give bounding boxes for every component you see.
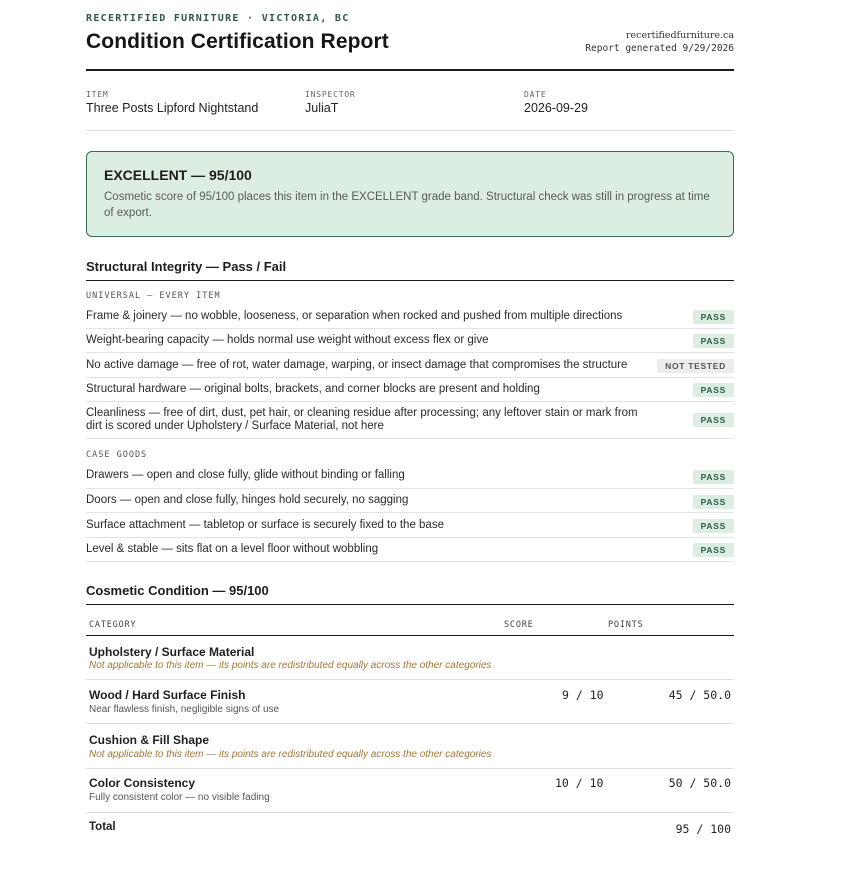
structural-section-title: Structural Integrity — Pass / Fail <box>86 259 287 274</box>
row-divider <box>86 812 734 813</box>
page-title: Condition Certification Report <box>86 30 389 53</box>
cosmetic-section-title: Cosmetic Condition — 95/100 <box>86 583 269 598</box>
date-label: DATE <box>524 90 547 99</box>
grade-description: Cosmetic score of 95/100 places this item in the EXCELLENT grade band. Structural check was still in progress at time of export. <box>104 191 710 219</box>
pass-badge: PASS <box>693 413 734 427</box>
total-value: 95 / 100 <box>675 822 731 836</box>
pass-badge: PASS <box>693 543 734 557</box>
structural-divider <box>86 280 734 281</box>
pass-badge: PASS <box>693 334 734 348</box>
category-note: Not applicable to this item — its points are redistributed equally across the other categories <box>89 660 492 671</box>
check-text: Frame & joinery — no wobble, looseness, or separation when rocked and pushed from multiple directions <box>86 310 623 322</box>
cosmetic-divider <box>86 604 734 605</box>
check-row <box>86 305 734 329</box>
pass-badge: PASS <box>693 495 734 509</box>
universal-group-label: UNIVERSAL — EVERY ITEM <box>86 291 221 301</box>
row-divider <box>86 679 734 680</box>
pass-badge: PASS <box>693 519 734 533</box>
category-name: Cushion & Fill Shape <box>89 733 210 747</box>
row-divider <box>86 723 734 724</box>
check-row <box>86 538 734 562</box>
check-text: Surface attachment — tabletop or surface is securely fixed to the base <box>86 519 444 531</box>
column-header-category: CATEGORY <box>89 620 137 630</box>
check-text: Doors — open and close fully, hinges hold securely, no sagging <box>86 494 409 506</box>
column-header-points: POINTS <box>608 620 644 630</box>
website-url: recertifiedfurniture.ca <box>626 30 734 41</box>
check-row <box>86 464 734 489</box>
inspector-label: INSPECTOR <box>305 90 356 99</box>
meta-divider <box>86 130 734 131</box>
category-name: Upholstery / Surface Material <box>89 645 255 659</box>
pass-badge: PASS <box>693 470 734 484</box>
check-text: Drawers — open and close fully, glide without binding or falling <box>86 469 405 481</box>
column-header-score: SCORE <box>504 620 534 630</box>
category-note: Fully consistent color — no visible fading <box>89 792 270 803</box>
check-row <box>86 353 734 378</box>
category-name: Color Consistency <box>89 776 196 790</box>
date-value: 2026-09-29 <box>524 101 588 115</box>
check-text: Level & stable — sits flat on a level floor without wobbling <box>86 543 379 555</box>
item-value: Three Posts Lipford Nightstand <box>86 101 259 115</box>
table-header-divider <box>86 635 734 636</box>
category-score: 10 / 10 <box>555 776 604 790</box>
check-text: Structural hardware — original bolts, brackets, and corner blocks are present and holding <box>86 383 540 395</box>
pass-badge: PASS <box>693 383 734 397</box>
grade-summary-box <box>86 151 734 237</box>
inspector-value: JuliaT <box>305 101 339 115</box>
category-name: Wood / Hard Surface Finish <box>89 688 246 702</box>
header-divider <box>86 69 734 71</box>
check-row <box>86 489 734 513</box>
check-row <box>86 513 734 538</box>
category-score: 9 / 10 <box>562 688 604 702</box>
pass-badge: PASS <box>693 310 734 324</box>
case-goods-group-label: CASE GOODS <box>86 450 148 460</box>
category-points: 50 / 50.0 <box>668 776 731 790</box>
check-row <box>86 402 734 439</box>
check-row <box>86 329 734 353</box>
not-tested-badge: NOT TESTED <box>657 359 734 373</box>
check-text: Weight-bearing capacity — holds normal use weight without excess flex or give <box>86 334 489 346</box>
report-generated-date: Report generated 9/29/2026 <box>585 43 734 54</box>
row-divider <box>86 768 734 769</box>
category-points: 45 / 50.0 <box>668 688 731 702</box>
check-text: Cleanliness — free of dirt, dust, pet hair, or cleaning residue after processing; any leftover stain or mark from dirt is scored under Upholstery / Surface Material, not here <box>86 407 638 432</box>
total-label: Total <box>89 821 116 833</box>
check-text: No active damage — free of rot, water damage, warping, or insect damage that compromises the structure <box>86 359 628 371</box>
category-note: Near flawless finish, negligible signs of use <box>89 704 280 715</box>
check-row <box>86 378 734 402</box>
category-note: Not applicable to this item — its points are redistributed equally across the other categories <box>89 749 492 760</box>
organization-label: RECERTIFIED FURNITURE · VICTORIA, BC <box>86 13 350 24</box>
item-label: ITEM <box>86 90 109 99</box>
grade-title: EXCELLENT — 95/100 <box>104 167 252 183</box>
